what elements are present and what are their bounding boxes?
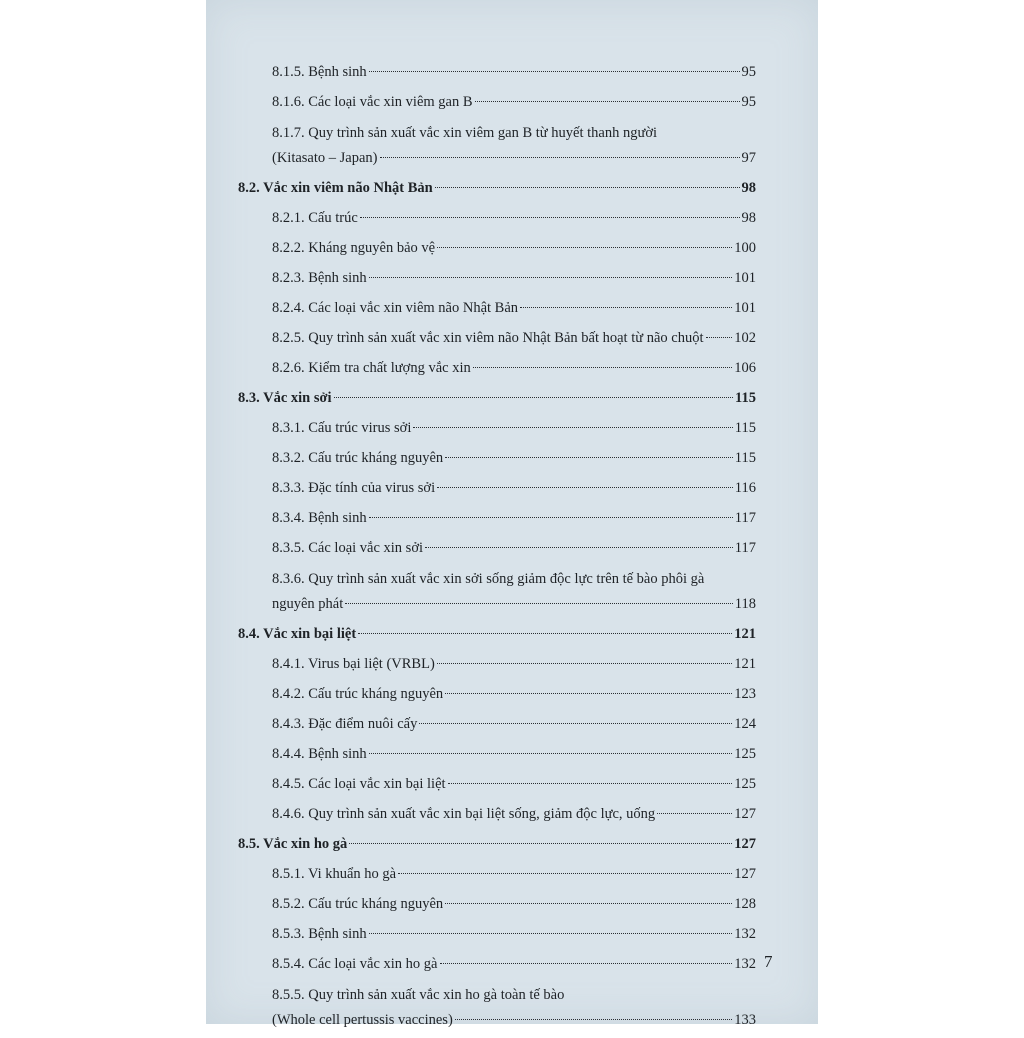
toc-subsection-entry bbox=[238, 356, 756, 380]
toc-subsection-entry bbox=[238, 326, 756, 350]
toc-entry-title: 8.2.2. Kháng nguyên bảo vệ bbox=[272, 240, 436, 256]
dot-leader bbox=[369, 933, 733, 934]
toc-entry-title: 8.3.5. Các loại vắc xin sởi bbox=[272, 540, 424, 556]
page-number: 7 bbox=[764, 952, 773, 971]
toc-subsection-entry bbox=[238, 446, 756, 470]
toc-entry-title: 8.2.1. Cấu trúc bbox=[272, 210, 358, 226]
dot-leader bbox=[445, 693, 732, 694]
dot-leader bbox=[369, 753, 733, 754]
dot-leader bbox=[445, 457, 733, 458]
toc-page-number: 124 bbox=[734, 716, 756, 732]
toc-subsection-entry bbox=[238, 536, 756, 560]
toc-page-number: 102 bbox=[734, 330, 756, 346]
dot-leader bbox=[345, 603, 733, 604]
toc-entry-title: 8.3.1. Cấu trúc virus sởi bbox=[272, 420, 412, 436]
dot-leader bbox=[448, 783, 733, 784]
toc-entry-title: 8.3.3. Đặc tính của virus sởi bbox=[272, 480, 436, 496]
toc-page-number: 116 bbox=[734, 480, 756, 496]
toc-subsection-entry bbox=[238, 802, 756, 826]
toc-page-number: 125 bbox=[734, 746, 756, 762]
toc-entry-title: 8.3. Vắc xin sởi bbox=[238, 390, 332, 406]
dot-leader bbox=[334, 397, 733, 398]
dot-leader bbox=[369, 71, 740, 72]
toc-section-entry bbox=[238, 832, 756, 856]
toc-page-number: 117 bbox=[734, 510, 756, 526]
toc-page-number: 127 bbox=[734, 866, 756, 882]
toc-page-number: 118 bbox=[734, 596, 756, 612]
toc-subsection-entry bbox=[238, 952, 756, 976]
toc-page-number: 97 bbox=[741, 150, 756, 166]
toc-page-number: 133 bbox=[734, 1012, 756, 1028]
toc-entry-title: 8.1.5. Bệnh sinh bbox=[272, 64, 367, 80]
dot-leader bbox=[358, 633, 732, 634]
toc-page-number: 100 bbox=[734, 240, 756, 256]
toc-entry-title: 8.1.7. Quy trình sản xuất vắc xin viêm gan B từ huyết thanh người bbox=[272, 125, 658, 141]
dot-leader bbox=[475, 101, 740, 102]
toc-entry-title: 8.2.3. Bệnh sinh bbox=[272, 270, 367, 286]
toc-entry-title: 8.5.3. Bệnh sinh bbox=[272, 926, 367, 942]
toc-page-number: 115 bbox=[734, 420, 756, 436]
toc-page-number: 117 bbox=[734, 540, 756, 556]
toc-page-number: 125 bbox=[734, 776, 756, 792]
toc-entry-title: 8.2.5. Quy trình sản xuất vắc xin viêm não Nhật Bản bất hoạt từ não chuột bbox=[272, 330, 704, 346]
toc-page-number: 132 bbox=[734, 926, 756, 942]
dot-leader bbox=[425, 547, 733, 548]
dot-leader bbox=[706, 337, 733, 338]
toc-entry-title: 8.2. Vắc xin viêm não Nhật Bản bbox=[238, 180, 433, 196]
toc-section-entry bbox=[238, 386, 756, 410]
toc-page-number: 127 bbox=[734, 836, 756, 852]
toc-subsection-entry bbox=[238, 742, 756, 766]
toc-subsection-entry bbox=[238, 236, 756, 260]
toc-page-number: 121 bbox=[734, 626, 756, 642]
toc-page-number: 106 bbox=[734, 360, 756, 376]
toc-entry-title: 8.5.4. Các loại vắc xin ho gà bbox=[272, 956, 438, 972]
toc-subsection-entry bbox=[238, 266, 756, 290]
toc-page-number: 95 bbox=[741, 94, 756, 110]
toc-page-number: 101 bbox=[734, 270, 756, 286]
toc-entry-title: 8.4.6. Quy trình sản xuất vắc xin bại liệt sống, giảm độc lực, uống bbox=[272, 806, 656, 822]
toc-entry-title: 8.5. Vắc xin ho gà bbox=[238, 836, 348, 852]
toc-subsection-entry bbox=[238, 862, 756, 886]
toc-entry-title: 8.4.3. Đặc điểm nuôi cấy bbox=[272, 716, 418, 732]
toc-entry-title: 8.5.5. Quy trình sản xuất vắc xin ho gà toàn tế bào bbox=[272, 987, 565, 1003]
toc-entry-title: 8.2.6. Kiểm tra chất lượng vắc xin bbox=[272, 360, 471, 376]
table-of-contents bbox=[238, 60, 756, 1038]
toc-subsection-entry bbox=[238, 476, 756, 500]
toc-entry-title: 8.4. Vắc xin bại liệt bbox=[238, 626, 357, 642]
dot-leader bbox=[435, 187, 740, 188]
toc-entry-title-continued: (Kitasato – Japan) bbox=[272, 150, 378, 166]
toc-subsection-entry bbox=[238, 652, 756, 676]
dot-leader bbox=[369, 517, 733, 518]
dot-leader bbox=[440, 963, 733, 964]
toc-page-number: 95 bbox=[741, 64, 756, 80]
toc-entry-title: 8.4.4. Bệnh sinh bbox=[272, 746, 367, 762]
dot-leader bbox=[369, 277, 733, 278]
toc-subsection-entry bbox=[238, 922, 756, 946]
toc-page-number: 123 bbox=[734, 686, 756, 702]
toc-subsection-entry bbox=[238, 566, 756, 616]
dot-leader bbox=[437, 663, 732, 664]
toc-subsection-entry bbox=[238, 982, 756, 1032]
toc-entry-title: 8.3.6. Quy trình sản xuất vắc xin sởi sống giảm độc lực trên tế bào phôi gà bbox=[272, 571, 705, 587]
toc-page-number: 98 bbox=[741, 210, 756, 226]
dot-leader bbox=[419, 723, 732, 724]
toc-subsection-entry bbox=[238, 712, 756, 736]
dot-leader bbox=[520, 307, 732, 308]
toc-subsection-entry bbox=[238, 772, 756, 796]
toc-section-entry bbox=[238, 176, 756, 200]
toc-page-number: 98 bbox=[741, 180, 756, 196]
toc-subsection-entry bbox=[238, 296, 756, 320]
toc-subsection-entry bbox=[238, 60, 756, 84]
toc-subsection-entry bbox=[238, 120, 756, 170]
dot-leader bbox=[455, 1019, 732, 1020]
dot-leader bbox=[445, 903, 732, 904]
toc-page-number: 115 bbox=[735, 390, 756, 406]
toc-entry-title: 8.3.2. Cấu trúc kháng nguyên bbox=[272, 450, 444, 466]
toc-entry-title: 8.2.4. Các loại vắc xin viêm não Nhật Bản bbox=[272, 300, 519, 316]
toc-subsection-entry bbox=[238, 416, 756, 440]
toc-entry-title: 8.5.2. Cấu trúc kháng nguyên bbox=[272, 896, 444, 912]
dot-leader bbox=[657, 813, 732, 814]
dot-leader bbox=[380, 157, 740, 158]
toc-subsection-entry bbox=[238, 892, 756, 916]
toc-subsection-entry bbox=[238, 206, 756, 230]
toc-entry-title: 8.4.2. Cấu trúc kháng nguyên bbox=[272, 686, 444, 702]
toc-page-number: 132 bbox=[734, 956, 756, 972]
dot-leader bbox=[398, 873, 732, 874]
toc-page-number: 121 bbox=[734, 656, 756, 672]
dot-leader bbox=[437, 247, 732, 248]
toc-entry-title-continued: (Whole cell pertussis vaccines) bbox=[272, 1012, 453, 1028]
toc-entry-title: 8.1.6. Các loại vắc xin viêm gan B bbox=[272, 94, 473, 110]
toc-page-number: 127 bbox=[734, 806, 756, 822]
toc-entry-title: 8.5.1. Vi khuẩn ho gà bbox=[272, 866, 397, 882]
toc-section-entry bbox=[238, 622, 756, 646]
toc-entry-title-continued: nguyên phát bbox=[272, 596, 344, 612]
toc-subsection-entry bbox=[238, 90, 756, 114]
toc-entry-title: 8.4.5. Các loại vắc xin bại liệt bbox=[272, 776, 446, 792]
dot-leader bbox=[360, 217, 740, 218]
dot-leader bbox=[437, 487, 733, 488]
dot-leader bbox=[349, 843, 732, 844]
toc-subsection-entry bbox=[238, 506, 756, 530]
toc-subsection-entry bbox=[238, 682, 756, 706]
toc-page-number: 128 bbox=[734, 896, 756, 912]
toc-entry-title: 8.3.4. Bệnh sinh bbox=[272, 510, 367, 526]
dot-leader bbox=[473, 367, 733, 368]
toc-page-number: 101 bbox=[734, 300, 756, 316]
toc-entry-title: 8.4.1. Virus bại liệt (VRBL) bbox=[272, 656, 435, 672]
dot-leader bbox=[413, 427, 732, 428]
toc-page-number: 115 bbox=[734, 450, 756, 466]
